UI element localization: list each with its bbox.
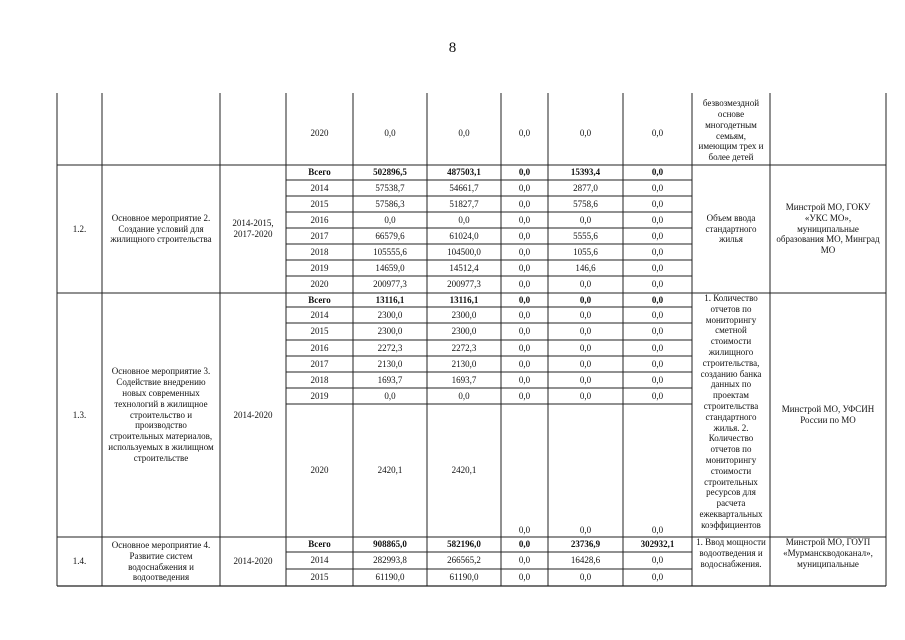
total-value: 13116,1 (449, 294, 479, 305)
value-cell: 51827,7 (449, 198, 479, 209)
total-value: 0,0 (518, 539, 531, 550)
value-cell: 146,6 (575, 262, 596, 273)
value-cell: 57586,3 (375, 198, 405, 209)
value-cell: 0,0 (651, 326, 664, 337)
year-cell: 2014 (310, 309, 329, 320)
value-cell: 0,0 (579, 342, 592, 353)
year-cell: 2020 (310, 279, 329, 290)
value-cell: 105555,6 (373, 246, 407, 257)
year-cell: 2019 (310, 262, 329, 273)
value-cell: 0,0 (458, 390, 470, 401)
value-cell: 0,0 (518, 279, 531, 290)
value-cell: 2272,3 (377, 342, 403, 353)
activity-name: Основное мероприятие 2. Создание условий для жилищного строительства (110, 212, 212, 245)
value-cell: 5555,6 (573, 230, 598, 241)
value-cell: 282993,8 (373, 555, 407, 566)
total-value: 0,0 (651, 294, 664, 305)
value-cell: 54661,7 (449, 182, 479, 193)
value-cell: 0,0 (651, 182, 664, 193)
total-label: Всего (308, 294, 331, 305)
value-cell: 0,0 (518, 555, 531, 566)
total-value: 0,0 (518, 167, 531, 178)
value-cell: 0,0 (579, 127, 592, 138)
value-cell: 104500,0 (447, 246, 481, 257)
total-value: 0,0 (518, 294, 531, 305)
year-cell: 2015 (310, 326, 329, 337)
total-value: 23736,9 (570, 539, 601, 550)
value-cell: 0,0 (579, 214, 592, 225)
value-cell: 0,0 (651, 262, 664, 273)
year-cell: 2016 (310, 342, 329, 353)
page-number: 8 (448, 40, 457, 56)
value-cell: 0,0 (651, 572, 664, 583)
value-cell: 1693,7 (451, 374, 477, 385)
value-cell: 61190,0 (449, 572, 479, 583)
activity-name: Основное мероприятие 3. Содействие внедрению новых современных технологий в жилищное строительство и производство строительных материалов, используемых в жилищном строительстве (108, 366, 214, 463)
year-cell: 2018 (310, 246, 329, 257)
value-cell: 2877,0 (573, 182, 598, 193)
total-value: 487503,1 (447, 167, 481, 178)
value-cell: 0,0 (518, 390, 531, 401)
value-cell: 0,0 (518, 127, 531, 138)
value-cell: 0,0 (579, 326, 592, 337)
executors-cell: Минстрой МО, ГОУП «Мурманскводоканал», муниципальные (783, 537, 873, 569)
value-cell: 0,0 (651, 358, 664, 369)
value-cell: 1693,7 (377, 374, 403, 385)
value-cell: 2300,0 (451, 309, 477, 320)
activity-name: Основное мероприятие 4. Развитие систем водоснабжения и водоотведения (111, 539, 211, 583)
value-cell: 0,0 (651, 198, 664, 209)
value-cell: 57538,7 (375, 182, 405, 193)
year-cell: 2017 (310, 230, 329, 241)
indicator-text: 1. Количество отчетов по мониторингу сметной стоимости жилищного строительства, созданию банка данных по проектам строительства стандартного жилья. 2. Количество отчетов по мониторингу стоимости строительных ресурсов для расчета ежеквартальных коэффициентов (699, 293, 763, 530)
value-cell: 0,0 (579, 279, 592, 290)
year-cell: 2017 (310, 358, 329, 369)
value-cell: 0,0 (518, 182, 531, 193)
row-number: 1.4. (72, 556, 87, 567)
total-label: Всего (308, 167, 331, 178)
value-cell: 0,0 (579, 309, 592, 320)
value-cell: 0,0 (518, 572, 531, 583)
total-value: 0,0 (579, 294, 592, 305)
indicator-text: безвозмездной основе многодетным семьям, имеющим трех и более детей (698, 98, 764, 163)
value-cell: 0,0 (518, 230, 531, 241)
value-cell: 0,0 (651, 230, 664, 241)
value-cell: 0,0 (579, 390, 592, 401)
year-cell: 2015 (310, 572, 329, 583)
value-cell: 2420,1 (377, 465, 403, 476)
value-cell: 0,0 (384, 214, 396, 225)
value-cell: 0,0 (651, 246, 664, 257)
period-cell: 2014-2015, 2017-2020 (232, 218, 274, 239)
total-value: 15393,4 (570, 167, 601, 178)
value-cell: 0,0 (384, 127, 396, 138)
value-cell: 0,0 (651, 279, 664, 290)
total-value: 908865,0 (373, 539, 407, 550)
value-cell: 0,0 (579, 374, 592, 385)
value-cell: 0,0 (579, 572, 592, 583)
year-cell: 2016 (310, 214, 329, 225)
year-cell: 2019 (310, 390, 329, 401)
year-cell: 2014 (310, 182, 329, 193)
value-cell: 2420,1 (451, 465, 477, 476)
year-cell: 2018 (310, 374, 329, 385)
row-number: 1.3. (72, 409, 87, 420)
value-cell: 200977,3 (447, 279, 481, 290)
total-value: 582196,0 (447, 539, 481, 550)
value-cell: 2130,0 (377, 358, 403, 369)
total-value: 502896,5 (373, 167, 407, 178)
value-cell: 1055,6 (573, 246, 598, 257)
total-label: Всего (308, 539, 331, 550)
value-cell: 61024,0 (449, 230, 479, 241)
value-cell: 0,0 (518, 374, 531, 385)
value-cell: 0,0 (579, 524, 592, 535)
year-cell: 2020 (310, 465, 329, 476)
value-cell: 0,0 (518, 358, 531, 369)
total-value: 13116,1 (375, 294, 405, 305)
value-cell: 0,0 (651, 309, 664, 320)
value-cell: 0,0 (458, 214, 470, 225)
value-cell: 266565,2 (447, 555, 481, 566)
value-cell: 0,0 (518, 214, 531, 225)
value-cell: 16428,6 (570, 555, 601, 566)
value-cell: 0,0 (518, 246, 531, 257)
value-cell: 200977,3 (373, 279, 407, 290)
value-cell: 61190,0 (375, 572, 405, 583)
row-number: 1.2. (72, 223, 87, 234)
period-cell: 2014-2020 (233, 556, 273, 567)
value-cell: 0,0 (651, 390, 664, 401)
value-cell: 0,0 (651, 374, 664, 385)
value-cell: 0,0 (651, 127, 664, 138)
value-cell: 0,0 (518, 326, 531, 337)
value-cell: 0,0 (651, 524, 664, 535)
indicator-text: Объем ввода стандартного жилья (705, 212, 757, 245)
value-cell: 2300,0 (377, 309, 403, 320)
year-cell: 2015 (310, 198, 329, 209)
value-cell: 14659,0 (375, 262, 405, 273)
year-cell: 2014 (310, 555, 329, 566)
value-cell: 0,0 (579, 358, 592, 369)
year-cell: 2020 (310, 127, 329, 138)
value-cell: 0,0 (518, 309, 531, 320)
value-cell: 0,0 (518, 198, 531, 209)
value-cell: 0,0 (651, 555, 664, 566)
value-cell: 2300,0 (377, 326, 403, 337)
executors-cell: Минстрой МО, УФСИН России по МО (781, 404, 875, 425)
value-cell: 0,0 (651, 214, 664, 225)
value-cell: 2130,0 (451, 358, 477, 369)
value-cell: 0,0 (384, 390, 396, 401)
value-cell: 0,0 (518, 262, 531, 273)
value-cell: 2272,3 (451, 342, 477, 353)
executors-cell: Минстрой МО, ГОКУ «УКС МО», муниципальные образования МО, Минград МО (776, 202, 880, 256)
value-cell: 2300,0 (451, 326, 477, 337)
value-cell: 5758,6 (573, 198, 598, 209)
value-cell: 0,0 (458, 127, 470, 138)
total-value: 0,0 (651, 167, 664, 178)
indicator-text: 1. Ввод мощности водоотведения и водоснабжения. (696, 537, 766, 569)
value-cell: 0,0 (651, 342, 664, 353)
value-cell: 66579,6 (375, 230, 405, 241)
value-cell: 14512,4 (449, 262, 479, 273)
value-cell: 0,0 (518, 342, 531, 353)
total-value: 302932,1 (640, 539, 675, 550)
value-cell: 0,0 (518, 524, 531, 535)
period-cell: 2014-2020 (233, 409, 273, 420)
